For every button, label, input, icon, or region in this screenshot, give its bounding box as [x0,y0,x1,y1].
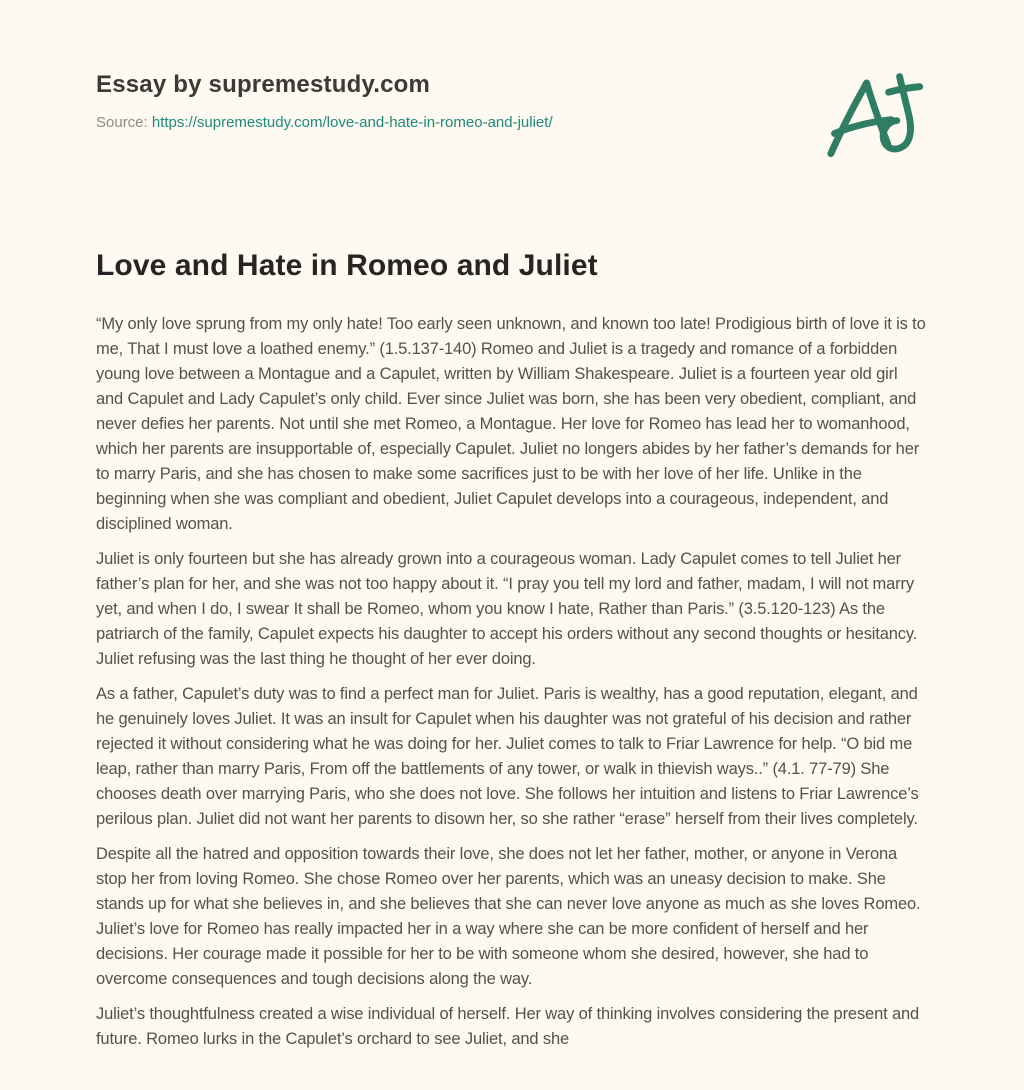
page-header [96,70,928,134]
a-plus-logo-icon [818,62,928,160]
source-line [96,112,928,134]
source-label: Source: [96,114,148,131]
essay-title: Love and Hate in Romeo and Juliet [96,249,598,282]
essay-paragraph: Juliet is only fourteen but she has already grown into a courageous woman. Lady Capulet comes to tell Juliet her father’s plan for her, and she was not too happy about it. “I pray you tell my lord and father, madam, I will not marry yet, and when I do, I swear It shall be Romeo, whom you know I hate, Rather than Paris.” (3.5.120-123) As the patriarch of the family, Capulet expects his daughter to accept his orders without any second thoughts or hesitancy. Juliet refusing was the last thing he thought of her ever doing. [96,550,918,668]
essay-paragraph: Juliet’s thoughtfulness created a wise individual of herself. Her way of thinking involves considering the present and future. Romeo lurks in the Capulet’s orchard to see Juliet, and she [96,1005,920,1048]
essay-body [96,312,928,1052]
essay-paragraph: Despite all the hatred and opposition towards their love, she does not let her father, mother, or anyone in Verona stop her from loving Romeo. She chose Romeo over her parents, which was an uneasy decision to make. She stands up for what she believes in, and she believes that she can never love anyone as much as she loves Romeo. Juliet’s love for Romeo has really impacted her in a way where she can be more confident of herself and her decisions. Her courage made it possible for her to be with someone whom she desired, however, she had to overcome consequences and tough decisions along the way. [96,845,921,988]
essay-paragraph: As a father, Capulet’s duty was to find a perfect man for Juliet. Paris is wealthy, has a good reputation, elegant, and he genuinely loves Juliet. It was an insult for Capulet when his daughter was not grateful of his decision and rather rejected it without considering what he was doing for her. Juliet comes to talk to Friar Lawrence for help. “O bid me leap, rather than marry Paris, From off the battlements of any tower, or walk in thievish ways..” (4.1. 77-79) She chooses death over marrying Paris, who she does not love. She follows her intuition and listens to Friar Lawrence’s perilous plan. Juliet did not want her parents to disown her, so she rather “erase” herself from their lives completely. [96,685,919,828]
site-title: Essay by supremestudy.com [96,71,431,98]
essay-paragraph: “My only love sprung from my only hate! Too early seen unknown, and known too late! Prodigious birth of love it is to me, That I must love a loathed enemy.” (1.5.137-140) Romeo and Juliet is a tragedy and romance of a forbidden young love between a Montague and a Capulet, written by William Shakespeare. Juliet is a fourteen year old girl and Capulet and Lady Capulet’s only child. Ever since Juliet was born, she has been very obedient, compliant, and never defies her parents. Not until she met Romeo, a Montague. Her love for Romeo has lead her to womanhood, which her parents are insupportable of, especially Capulet. Juliet no longers abides by her father’s demands for her to marry Paris, and she has chosen to make some sacrifices just to be with her love of her life. Unlike in the beginning when she was compliant and obedient, Juliet Capulet develops into a courageous, independent, and disciplined woman. [96,315,926,533]
source-link[interactable]: https://supremestudy.com/love-and-hate-in-romeo-and-juliet/ [151,114,553,131]
